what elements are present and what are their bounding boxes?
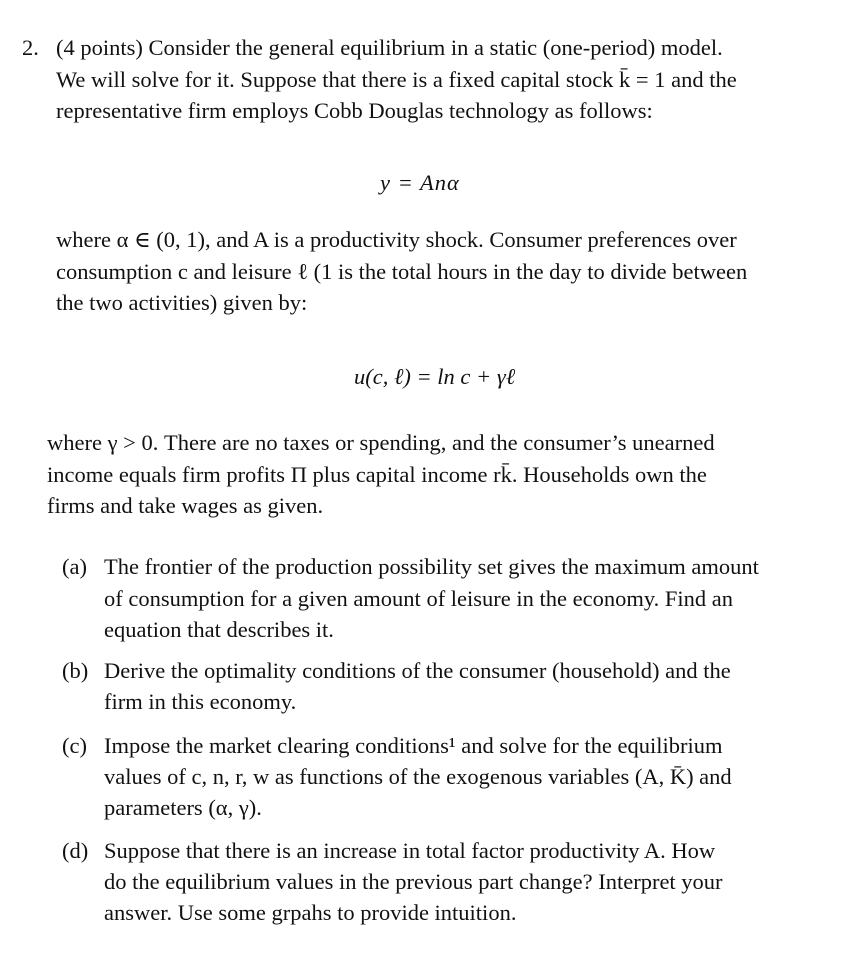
part-d-line-3: answer. Use some grpahs to provide intuition. <box>104 900 517 925</box>
part-a-label: (a) <box>62 554 87 579</box>
after-production-line-3: the two activities) given by: <box>56 290 308 315</box>
part-c-label: (c) <box>62 733 87 758</box>
part-d-label: (d) <box>62 838 89 863</box>
problem-number: 2. <box>22 35 39 60</box>
part-a-line-1: The frontier of the production possibility set gives the maximum amount <box>104 554 759 579</box>
part-b-label: (b) <box>62 658 89 683</box>
equation-utility: u(c, ℓ) = ln c + γℓ <box>354 364 516 389</box>
part-a-line-3: equation that describes it. <box>104 617 334 642</box>
after-utility-line-2: income equals firm profits Π plus capital income rk̄. Households own the <box>47 462 707 487</box>
part-d-line-2: do the equilibrium values in the previous part change? Interpret your <box>104 869 723 894</box>
after-production-line-1: where α ∈ (0, 1), and A is a productivity shock. Consumer preferences over <box>56 227 737 252</box>
part-c-line-2: values of c, n, r, w as functions of the exogenous variables (A, K̄) and <box>104 764 732 789</box>
after-utility-line-3: firms and take wages as given. <box>47 493 324 518</box>
equation-production: y = Anα <box>380 170 460 195</box>
after-production-line-2: consumption c and leisure ℓ (1 is the total hours in the day to divide between <box>56 259 748 284</box>
intro-line-2: We will solve for it. Suppose that there is a fixed capital stock k̄ = 1 and the <box>56 67 737 92</box>
part-c-line-3: parameters (α, γ). <box>104 795 262 820</box>
intro-line-3: representative firm employs Cobb Douglas technology as follows: <box>56 98 653 123</box>
part-c-line-1: Impose the market clearing conditions¹ and solve for the equilibrium <box>104 733 723 758</box>
part-a-line-2: of consumption for a given amount of leisure in the economy. Find an <box>104 586 734 611</box>
intro-line-1: (4 points) Consider the general equilibrium in a static (one-period) model. <box>56 35 723 60</box>
part-b-line-1: Derive the optimality conditions of the consumer (household) and the <box>104 658 731 683</box>
part-b-line-2: firm in this economy. <box>104 689 297 714</box>
after-utility-line-1: where γ > 0. There are no taxes or spending, and the consumer’s unearned <box>47 430 715 455</box>
part-d-line-1: Suppose that there is an increase in total factor productivity A. How <box>104 838 716 863</box>
